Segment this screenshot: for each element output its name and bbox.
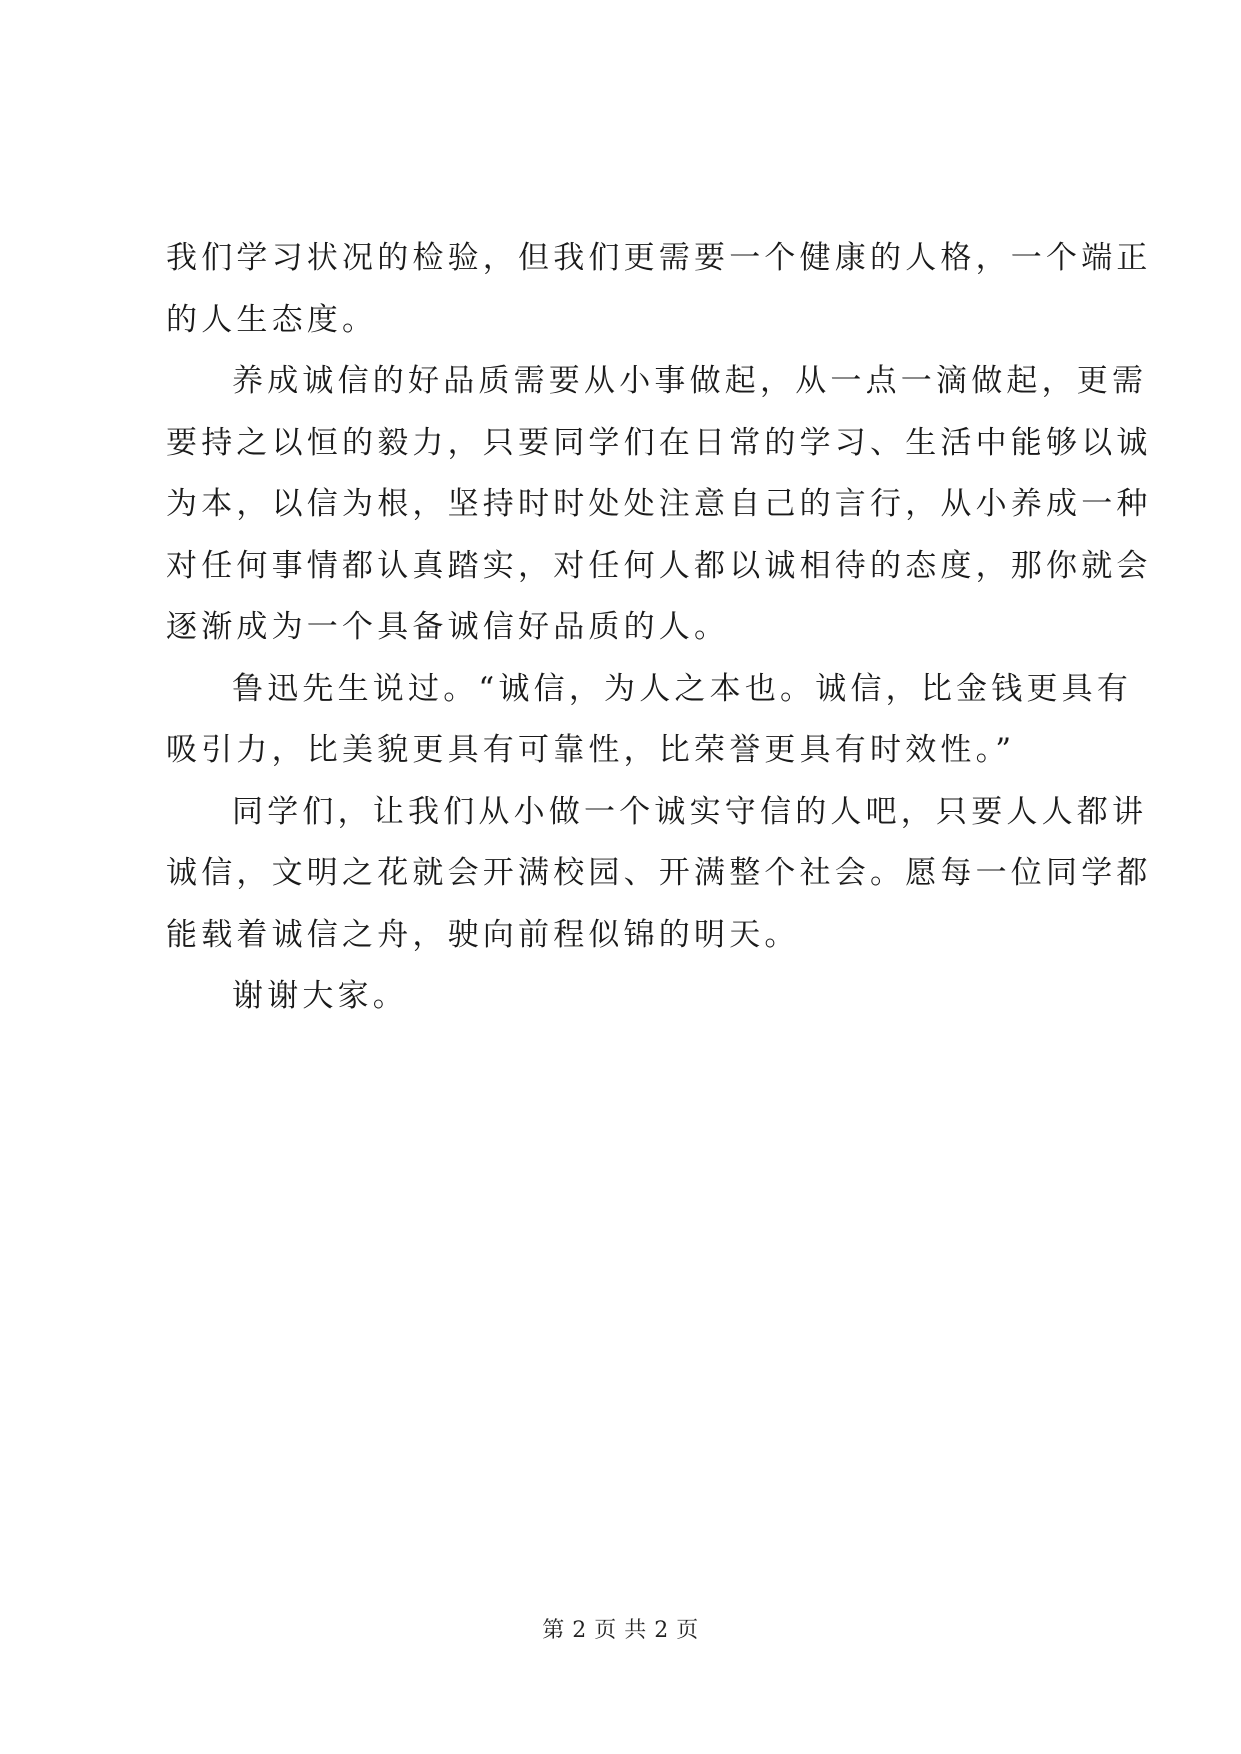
text-line: 的人生态度。 <box>166 301 378 338</box>
text-line: 对任何事情都认真踏实，对任何人都以诚相待的态度，那你就会 <box>166 547 1152 584</box>
text-line: 我们学习状况的检验，但我们更需要一个健康的人格，一个端正 <box>166 240 1152 276</box>
paragraph-start-line: 养成诚信的好品质需要从小事做起，从一点一滴做起，更需 <box>232 363 1148 399</box>
text-line: 为本，以信为根，坚持时时处处注意自己的言行，从小养成一种 <box>166 486 1152 522</box>
closing-line: 谢谢大家。 <box>232 978 408 1014</box>
page-number-footer: 第 2 页 共 2 页 <box>542 1618 699 1643</box>
text-line: 能载着诚信之舟，驶向前程似锦的明天。 <box>166 916 800 953</box>
text-line: 逐渐成为一个具备诚信好品质的人。 <box>166 609 730 645</box>
paragraph-start-line: 同学们，让我们从小做一个诚实守信的人吧，只要人人都讲 <box>232 793 1148 830</box>
text-line: 诚信，文明之花就会开满校园、开满整个社会。愿每一位同学都 <box>166 855 1152 891</box>
text-line: 吸引力，比美貌更具有可靠性，比荣誉更具有时效性。” <box>166 732 1016 768</box>
document-body <box>166 228 1152 1028</box>
paragraph-start-line: 鲁迅先生说过。“诚信，为人之本也。诚信，比金钱更具有 <box>232 670 1133 707</box>
text-line: 要持之以恒的毅力，只要同学们在日常的学习、生活中能够以诚 <box>166 424 1152 461</box>
